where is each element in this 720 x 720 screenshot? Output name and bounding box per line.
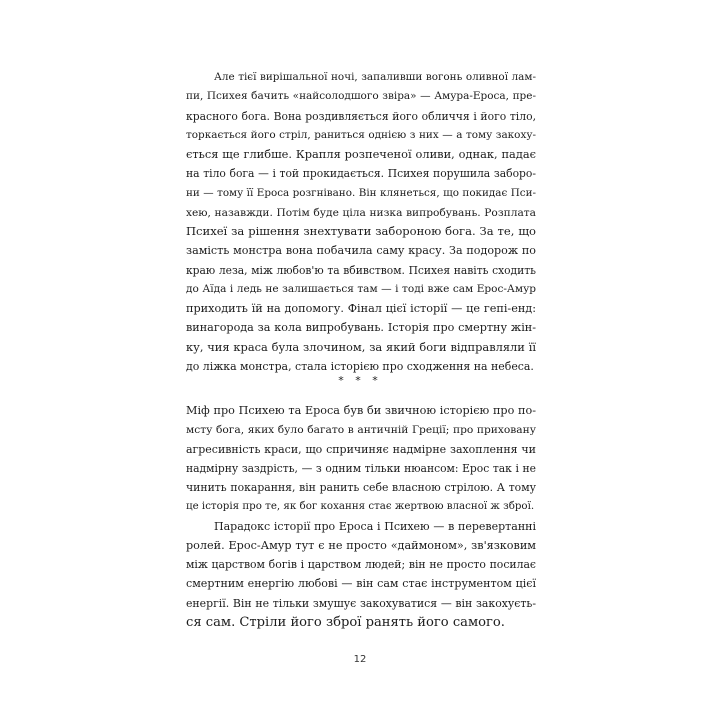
text-line: ни — тому її Ероса розгнівано. Він клянеться, що покидає Пси- bbox=[186, 186, 536, 199]
text-line: агресивність краси, що спричиняє надмірне захоплення чи bbox=[186, 442, 536, 456]
text-line: торкається його стріл, раниться однією з них — а тому закоху- bbox=[186, 128, 536, 141]
text-line: ролей. Ерос-Амур тут є не просто «даймоном», зв'язковим bbox=[186, 538, 536, 552]
text-line: смертним енергію любові — він сам стає інструментом цієї bbox=[186, 577, 536, 591]
paragraph-myth-paradox bbox=[186, 401, 536, 632]
text-line: замість монстра вона побачила саму красу. За подорож по bbox=[186, 244, 536, 258]
text-line: до ліжка монстра, стала історією про сходження на небеса. bbox=[186, 359, 534, 373]
text-line: до Аїда і ледь не залишається там — і тоді вже сам Ерос-Амур bbox=[186, 282, 536, 295]
text-line: надмірну заздрість, — з одним тільки нюансом: Ерос так і не bbox=[186, 461, 536, 475]
text-line: мсту бога, яких було багато в античній Греції; про приховану bbox=[186, 423, 536, 437]
text-line: винагорода за кола випробувань. Історія про смертну жін- bbox=[186, 321, 536, 335]
text-line: між царством богів і царством людей; він не просто посилає bbox=[186, 558, 536, 571]
text-line: краю леза, між любов'ю та вбивством. Психея навіть сходить bbox=[186, 263, 536, 277]
text-line: пи, Психея бачить «найсолодшого звіра» — Амура-Ероса, пре- bbox=[186, 90, 536, 103]
text-line: Парадокс історії про Ероса і Психею — в перевертанні bbox=[214, 519, 536, 533]
text-line: чинить покарання, він ранить себе власною стрілою. А тому bbox=[186, 481, 536, 494]
text-line: красного бога. Вона роздивляється його обличчя і його тіло, bbox=[186, 109, 536, 123]
text-line: Психеї за рішення знехтувати забороною бога. За те, що bbox=[186, 224, 536, 238]
section-separator: * * * bbox=[338, 374, 382, 387]
text-line: Але тієї вирішальної ночі, запаливши вогонь оливної лам- bbox=[214, 71, 536, 83]
text-line: Міф про Психею та Ероса був би звичною історією про по- bbox=[186, 404, 536, 417]
text-line: ється ще глибше. Крапля розпеченої оливи, однак, падає bbox=[186, 147, 536, 161]
page-number: 12 bbox=[353, 654, 367, 665]
text-line: ку, чия краса була злочином, за який боги відправляли її bbox=[186, 339, 536, 354]
text-line: ся сам. Стріли його зброї ранять його самого. bbox=[186, 614, 505, 630]
text-line: приходить їй на допомогу. Фінал цієї історії — це гепі-енд: bbox=[186, 302, 536, 315]
text-line: енергії. Він не тільки змушує закохуватися — він закохуєть- bbox=[186, 596, 536, 610]
text-line: це історія про те, як бог кохання стає жертвою власної ж зброї. bbox=[186, 500, 535, 513]
text-line: хею, назавжди. Потім буде ціла низка випробувань. Розплата bbox=[186, 205, 536, 219]
text-line: на тіло бога — і той прокидається. Психея порушила заборо- bbox=[186, 167, 536, 181]
paragraph-psyche-night bbox=[186, 68, 536, 376]
